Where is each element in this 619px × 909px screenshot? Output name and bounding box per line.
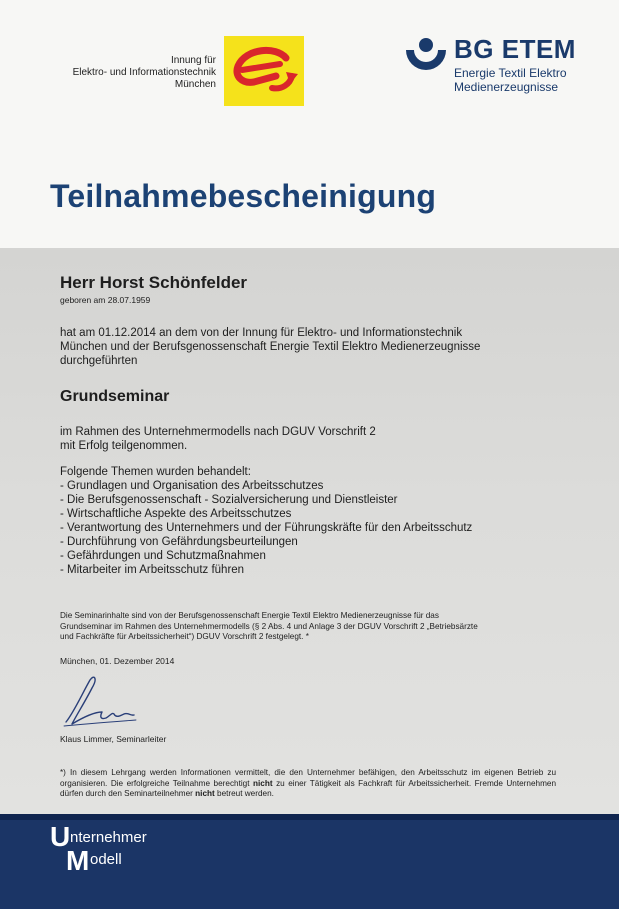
innung-line-3: München (174, 79, 216, 90)
footnote-text-2: zu einer Tätigkeit als Fachkraft für Arbeitssicherheit. Fremde Unternehmen dürfen durch den Seminarteilnehmer (60, 778, 556, 798)
context-paragraph (60, 425, 376, 453)
e-marke-logo-icon (224, 36, 304, 106)
note-line-3: und Fachkräfte für Arbeitssicherheit“) DGUV Vorschrift 2 festgelegt. * (60, 632, 309, 641)
note-line-1: Die Seminarinhalte sind von der Berufsgenossenschaft Energie Textil Elektro Medienerzeugnisse für das (60, 611, 439, 620)
note-line-2: Grundseminar im Rahmen des Unternehmermodells (§ 2 Abs. 4 und Anlage 3 der DGUV Vorschrift 2 „Betriebsärzte (60, 621, 478, 631)
recipient-name: Herr Horst Schönfelder (60, 273, 248, 292)
topic-item: - Verantwortung des Unternehmers und der Führungskräfte für den Arbeitsschutz (60, 522, 473, 534)
topic-item: - Wirtschaftliche Aspekte des Arbeitsschutzes (60, 508, 292, 520)
innung-name (40, 55, 216, 91)
recipient-birthdate: geboren am 28.07.1959 (60, 295, 151, 305)
topic-item: - Die Berufsgenossenschaft - Sozialversicherung und Dienstleister (60, 494, 398, 506)
context-line-1: im Rahmen des Unternehmermodells nach DGUV Vorschrift 2 (60, 426, 376, 438)
footnote-text-1: *) In diesem Lehrgang werden Informationen vermittelt, die den Unternehmer befähigen, den Arbeitsschutz im eigenen Betrieb zu organisieren. Die erfolgreiche Teilnahme berechtigt (60, 768, 556, 788)
footnote (60, 768, 556, 800)
logo-text-line-1: nternehmer (70, 829, 147, 846)
certificate-header (0, 0, 619, 248)
topic-item: - Grundlagen und Organisation des Arbeitsschutzes (60, 480, 324, 492)
logo-letter-m: M (66, 845, 90, 876)
signature-icon (60, 672, 140, 730)
topic-item: - Mitarbeiter im Arbeitsschutz führen (60, 564, 245, 576)
footer-divider (0, 814, 619, 820)
bg-etem-subtitle-line-2: Medienerzeugnisse (454, 80, 559, 94)
topic-item: - Gefährdungen und Schutzmaßnahmen (60, 550, 266, 562)
bg-etem-mark-icon (404, 36, 448, 76)
intro-line-1: hat am 01.12.2014 an dem von der Innung für Elektro- und Informationstechnik (60, 327, 463, 339)
logo-letter-u: U (50, 821, 71, 852)
bg-etem-title: BG ETEM (454, 34, 576, 64)
footnote-emphasis-2: nicht (195, 789, 215, 798)
document-title: Teilnahmebescheinigung (50, 178, 437, 214)
intro-line-3: durchgeführten (60, 355, 138, 367)
bg-etem-subtitle (454, 66, 567, 94)
signer-name: Klaus Limmer, Seminarleiter (60, 734, 167, 744)
footnote-emphasis-1: nicht (253, 778, 273, 788)
topic-item: - Durchführung von Gefährdungsbeurteilungen (60, 536, 298, 548)
bg-etem-subtitle-line-1: Energie Textil Elektro (454, 66, 567, 80)
intro-paragraph (60, 326, 480, 368)
footnote-text-3: betreut werden. (214, 789, 274, 798)
topics-list (60, 479, 472, 577)
topics-section (60, 465, 472, 577)
context-line-2: mit Erfolg teilgenommen. (60, 440, 188, 452)
seminar-note (60, 611, 478, 643)
intro-line-2: München und der Berufsgenossenschaft Energie Textil Elektro Medienerzeugnisse (60, 341, 481, 353)
innung-line-1: Innung für (170, 55, 216, 66)
place-and-date: München, 01. Dezember 2014 (60, 656, 175, 666)
innung-line-2: Elektro- und Informationstechnik (72, 67, 216, 78)
logo-text-line-2: odell (90, 851, 122, 868)
topics-heading: Folgende Themen wurden behandelt: (60, 466, 251, 478)
seminar-title: Grundseminar (60, 388, 170, 405)
